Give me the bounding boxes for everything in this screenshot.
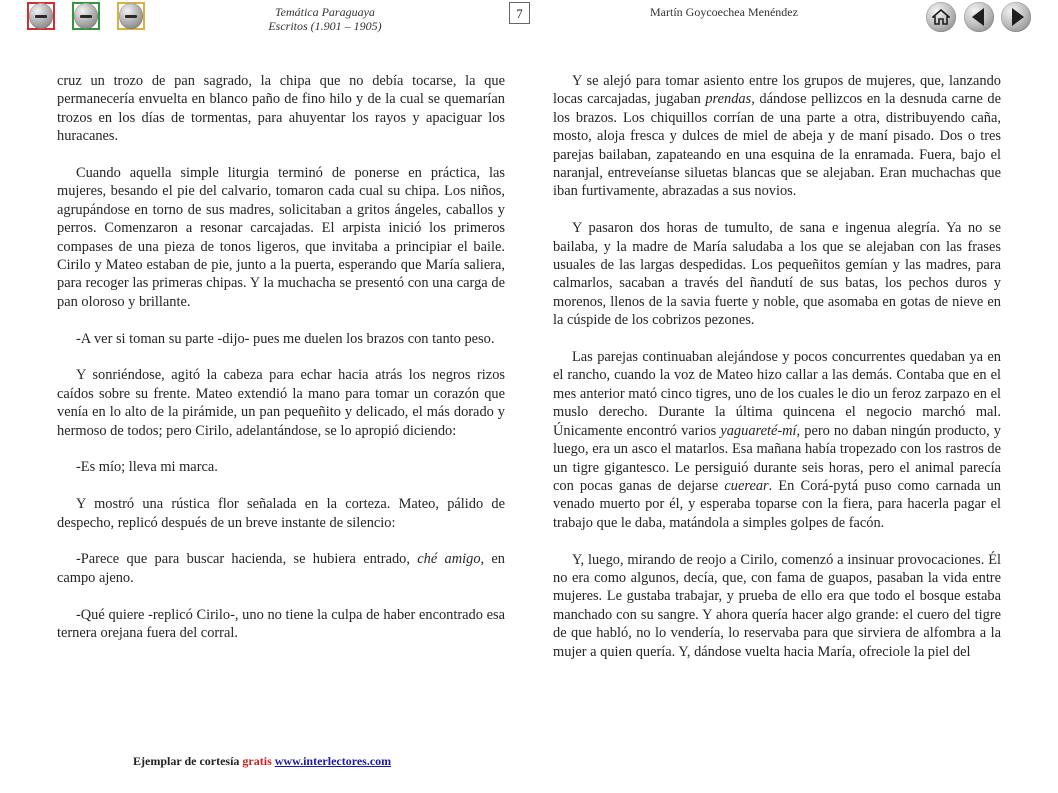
paragraph [57, 550, 505, 587]
author-name: Martín Goycoechea Menéndez [650, 5, 798, 19]
paragraph: -Qué quiere -replicó Cirilo-, uno no tiene la culpa de haber encontrado esa ternera orejana fuera del corral. [57, 606, 505, 642]
paragraph: Y mostró una rústica flor señalada en la corteza. Mateo, pálido de despecho, replicó después de un breve instante de silencio: [57, 496, 505, 531]
footer [133, 754, 391, 769]
window-button-green[interactable] [72, 2, 100, 30]
window-button-red[interactable] [27, 2, 55, 30]
minimize-icon [29, 3, 53, 29]
italic-term: yaguareté-mí [720, 422, 797, 439]
paragraph: Y sonriéndose, agitó la cabeza para echar hacia atrás los negros rizos caídos sobre su frente. Mateo extendió la mano para tomar un corazón que venía en lo alto de la pirámide, un pan pequeñito y delicado, el más dorado y hermoso de todos; pero Cirilo, adelantándose, se lo apropió diciendo: [57, 367, 505, 439]
text-span: , dándose pellizcos en la desnuda carne de los brazos. Los chiquillos corrían de una parte a otra, distribuyendo caña, mosto, aloja fresca y dulces de miel de abeja y de maní pisado. Dos o tres parejas bailaban, zapateando en una esquina de la enramada. Fuera, bajo el naranjal, entreveíanse siluetas blancas que se alejaban. Eran muchachas que iban furtivamente, abrazadas a sus novios. [553, 91, 1001, 200]
minimize-icon [74, 3, 98, 29]
text-span: , en campo ajeno. [57, 551, 505, 586]
italic-term: ché amigo [417, 551, 481, 568]
text-span: , pero no daban ningún producto, y luego, era un asco el matarlos. Esa mañana había tropezado con los rastros de un tigre gigantesco. Le persiguió durante seis horas, pero el animal parecía con pocas ganas de dejarse [553, 422, 1001, 494]
text-span: Y se alejó para tomar asiento entre los grupos de mujeres, que, lanzando locas carcajadas, jugaban [553, 73, 1001, 108]
paragraph: -A ver si toman su parte -dijo- pues me duelen los brazos con tanto peso. [76, 330, 495, 347]
text-span: . En Corá-pytá puso como carnada un venado muerto por él, y esperaba toparse con la fiera, para hacerla pagar el trabajo que le daba, matándola a simples golpes de facón. [553, 477, 1001, 531]
arrow-left-icon [972, 8, 984, 26]
book-title-line1: Temática Paraguaya [275, 5, 375, 19]
paragraph: Cuando aquella simple liturgia terminó de ponerse en práctica, las mujeres, besando el pie del calvario, tomaron cada cual su chipa. Los niños, agrupándose en torno de sus madres, solicitaban a gritos ángeles, caballos y perros. Comenzaron a resonar carcajadas. El arpista inició los primeros compases de una pieza de tonos ligeros, que invitaba a principiar el baile. Cirilo y Mateo estaban de pie, junto a la puerta, esperando que María saliera, para recoger las primeras chipas. Y la muchacha se presentó con una carga de pan oloroso y brillante. [57, 165, 505, 310]
minimize-icon [119, 3, 143, 29]
right-text-column [553, 72, 1001, 679]
previous-page-button[interactable] [964, 2, 994, 32]
footer-link[interactable]: www.interlectores.com [274, 754, 392, 768]
italic-term: prendas [705, 91, 752, 108]
paragraph [553, 72, 1001, 201]
italic-term: cuerear [724, 477, 769, 494]
paragraph: -Es mío; lleva mi marca. [76, 459, 218, 476]
arrow-right-icon [1012, 8, 1024, 26]
home-icon [932, 9, 950, 25]
footer-prefix: Ejemplar de cortesía [133, 754, 240, 768]
paragraph [553, 348, 1001, 532]
page-number: 7 [509, 2, 530, 24]
paragraph: cruz un trozo de pan sagrado, la chipa que no debía tocarse, la que permanecería envuelta en blanco paño de fino hilo y de la cual se quemarían trozos en los días de tormentas, para ahuyentar los rayos y apaciguar los huracanes. [57, 73, 505, 145]
text-span: -Parece que para buscar hacienda, se hubiera entrado, [76, 551, 418, 568]
window-button-yellow[interactable] [117, 2, 145, 30]
paragraph: Y pasaron dos horas de tumulto, de sana e ingenua alegría. Ya no se bailaba, y la madre de María saludaba a los que se alejaban con las frases usuales de las largas despedidas. Los pequeñitos gemían y las madres, para calmarlos, sacaban a través del ñandutí de sus batas, los pechos duros y morenos, llenos de la savia fuerte y noble, que asomaba en gotas de nieve en la cúspide de los cobrizos pezones. [553, 220, 1001, 329]
book-title-line2: Escritos (1.901 – 1905) [268, 19, 382, 33]
book-title [215, 5, 435, 33]
next-page-button[interactable] [1001, 2, 1031, 32]
paragraph: Y, luego, mirando de reojo a Cirilo, comenzó a insinuar provocaciones. Él no era como algunos, decía, que, con fama de guapos, pasaban la vida entre mujeres. Le gustaba trabajar, y prueba de ello era que todo el bosque estaba manchado con su sangre. Y ahora quería hacer algo grande: el cuero del tigre de que habló, no lo vendería, lo reservaba para que sirviera de alfombra a la mujer a quien quería. Y, dándose vuelta hacia María, ofreciole la piel del [553, 551, 1001, 660]
left-text-column [57, 72, 505, 661]
text-span: Las parejas continuaban alejándose y pocos concurrentes quedaban ya en el rancho, cuando la voz de Mateo hizo callar a las demás. Contaba que en el mes anterior mató cinco tigres, uno de los cuales le dio un feroz zarpazo en el muslo derecho. Durante la última quincena el negocio marchó mal. Únicamente encontró varios [553, 349, 1001, 439]
footer-gratis: gratis [242, 754, 272, 768]
home-button[interactable] [926, 2, 956, 32]
